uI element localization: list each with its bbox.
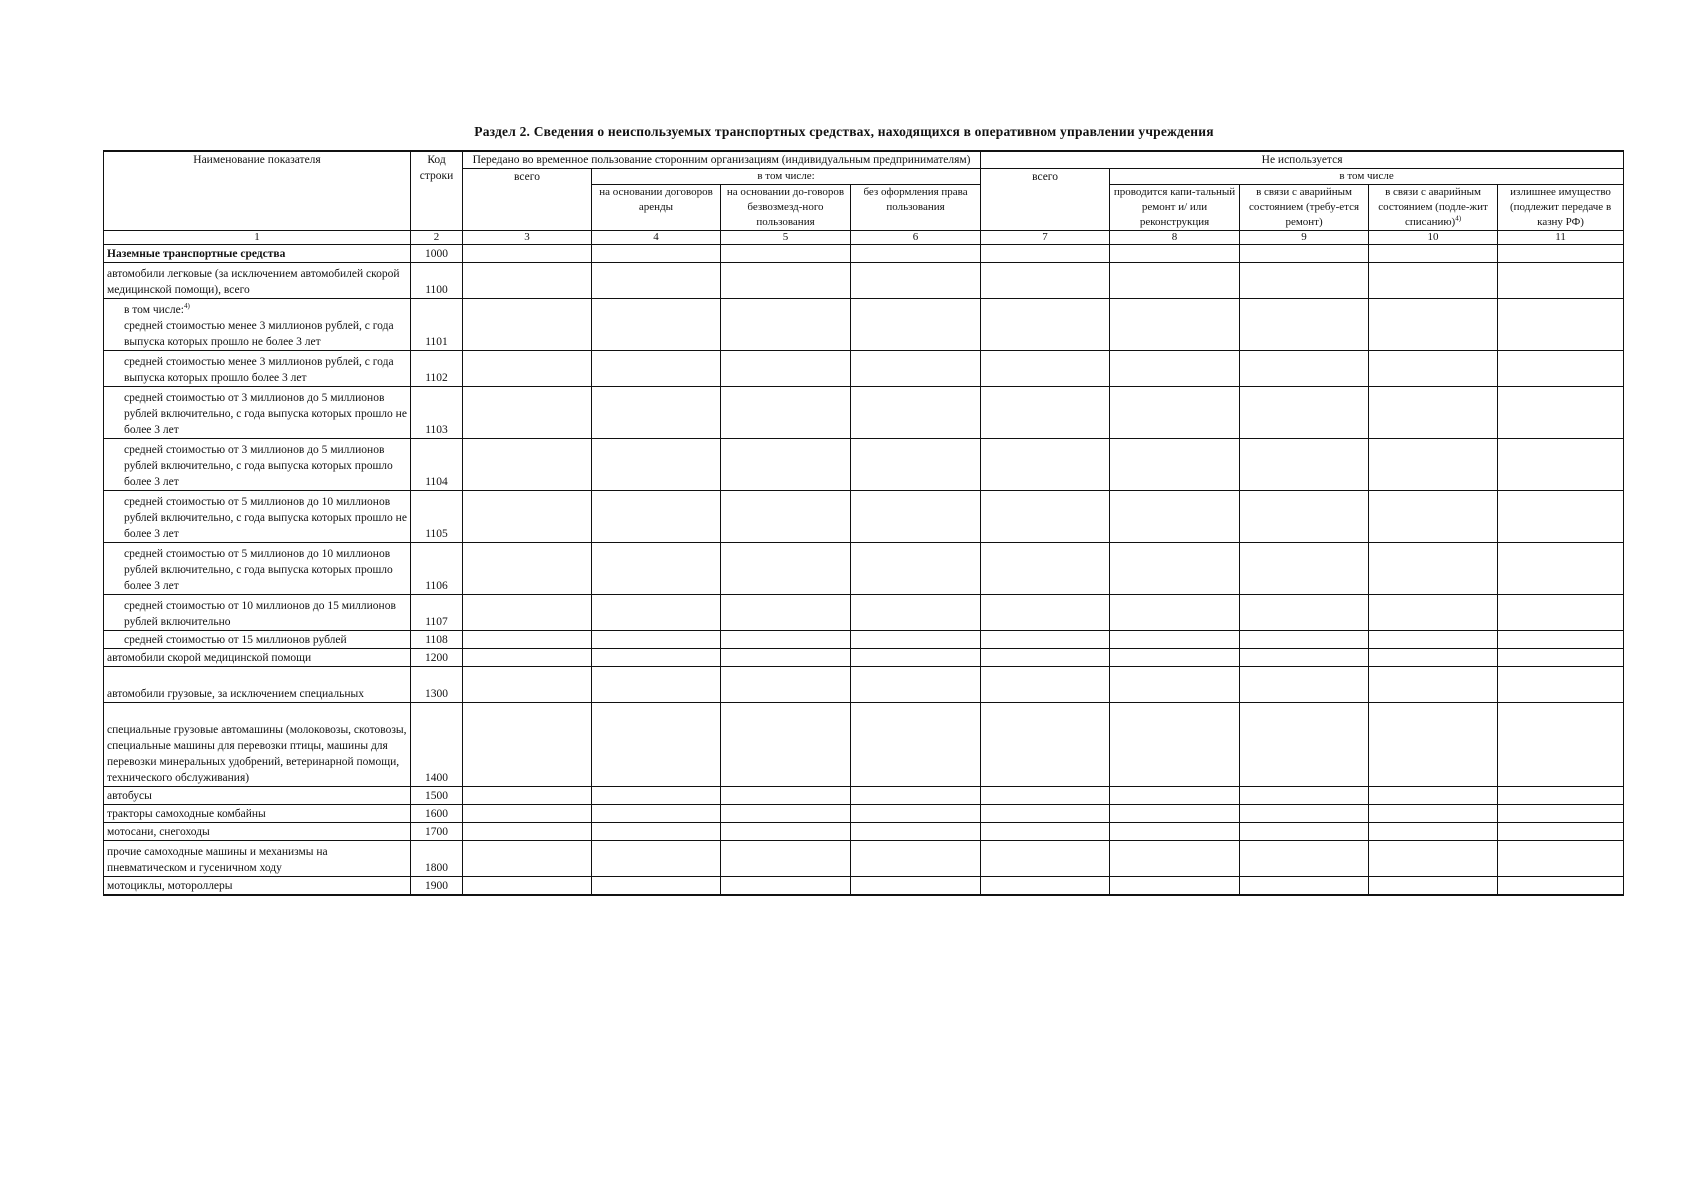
table-row	[104, 877, 1624, 895]
row-name	[104, 841, 411, 877]
value-cell[interactable]	[1498, 491, 1624, 543]
value-cell[interactable]	[1369, 841, 1498, 877]
value-cell[interactable]	[981, 263, 1110, 299]
table-row	[104, 649, 1624, 667]
value-cell[interactable]	[851, 805, 981, 823]
value-cell[interactable]	[1110, 805, 1240, 823]
row-name	[104, 491, 411, 543]
value-cell[interactable]	[1240, 787, 1369, 805]
header-surplus: излишнее имущество (подлежит передаче в казну РФ)	[1498, 185, 1624, 231]
value-cell[interactable]	[592, 703, 721, 787]
table-row	[104, 543, 1624, 595]
value-cell[interactable]	[1369, 299, 1498, 351]
value-cell[interactable]	[1110, 703, 1240, 787]
value-cell[interactable]	[1240, 299, 1369, 351]
value-cell[interactable]	[1240, 439, 1369, 491]
value-cell[interactable]	[721, 877, 851, 895]
value-cell[interactable]	[592, 787, 721, 805]
value-cell[interactable]	[981, 631, 1110, 649]
row-name	[104, 543, 411, 595]
value-cell[interactable]	[463, 595, 592, 631]
header-name: Наименование показателя	[104, 151, 411, 231]
value-cell[interactable]	[721, 351, 851, 387]
row-name	[104, 387, 411, 439]
table-row	[104, 299, 1624, 351]
value-cell[interactable]	[851, 703, 981, 787]
column-number: 4	[592, 231, 721, 245]
value-cell[interactable]	[463, 631, 592, 649]
value-cell[interactable]	[981, 841, 1110, 877]
column-number: 9	[1240, 231, 1369, 245]
value-cell[interactable]	[851, 387, 981, 439]
value-cell[interactable]	[1110, 263, 1240, 299]
value-cell[interactable]	[721, 299, 851, 351]
value-cell[interactable]	[463, 439, 592, 491]
value-cell[interactable]	[463, 491, 592, 543]
value-cell[interactable]	[851, 631, 981, 649]
value-cell[interactable]	[981, 543, 1110, 595]
row-name	[104, 823, 411, 841]
value-cell[interactable]	[721, 805, 851, 823]
row-name-text: тракторы самоходные комбайны	[107, 808, 266, 820]
table-row	[104, 823, 1624, 841]
table-row	[104, 351, 1624, 387]
value-cell[interactable]	[721, 263, 851, 299]
value-cell[interactable]	[1498, 805, 1624, 823]
row-name	[104, 703, 411, 787]
value-cell[interactable]	[463, 351, 592, 387]
value-cell[interactable]	[981, 387, 1110, 439]
value-cell[interactable]	[1110, 491, 1240, 543]
row-code: 1101	[411, 299, 463, 351]
value-cell[interactable]	[1498, 439, 1624, 491]
row-code: 1107	[411, 595, 463, 631]
value-cell[interactable]	[1240, 823, 1369, 841]
value-cell[interactable]	[463, 245, 592, 263]
value-cell[interactable]	[1110, 595, 1240, 631]
row-name-text: автомобили грузовые, за исключением специальных	[107, 688, 364, 700]
value-cell[interactable]	[1240, 387, 1369, 439]
row-code: 1400	[411, 703, 463, 787]
value-cell[interactable]	[592, 667, 721, 703]
header-emergency-writeoff-text: в связи с аварийным состоянием (подле-жит списанию)	[1378, 186, 1488, 228]
value-cell[interactable]	[1498, 649, 1624, 667]
value-cell[interactable]	[981, 667, 1110, 703]
value-cell[interactable]	[851, 877, 981, 895]
row-name	[104, 351, 411, 387]
value-cell[interactable]	[981, 439, 1110, 491]
row-name	[104, 805, 411, 823]
header-not-used-total: всего	[981, 169, 1110, 231]
value-cell[interactable]	[981, 299, 1110, 351]
row-name-text: средней стоимостью от 15 миллионов рублей	[124, 634, 347, 646]
value-cell[interactable]	[1110, 543, 1240, 595]
value-cell[interactable]	[981, 245, 1110, 263]
value-cell[interactable]	[721, 387, 851, 439]
header-transferred-total: всего	[463, 169, 592, 231]
transport-table	[103, 150, 1624, 896]
value-cell[interactable]	[1240, 841, 1369, 877]
value-cell[interactable]	[1240, 245, 1369, 263]
row-code: 1300	[411, 667, 463, 703]
row-name	[104, 263, 411, 299]
value-cell[interactable]	[1498, 387, 1624, 439]
value-cell[interactable]	[1240, 263, 1369, 299]
table-body	[104, 245, 1624, 895]
value-cell[interactable]	[1110, 841, 1240, 877]
value-cell[interactable]	[1240, 351, 1369, 387]
value-cell[interactable]	[1498, 595, 1624, 631]
row-code: 1500	[411, 787, 463, 805]
row-code: 1700	[411, 823, 463, 841]
row-name	[104, 245, 411, 263]
row-name-text: автомобили легковые (за исключением автомобилей скорой медицинской помощи), всего	[107, 268, 400, 296]
value-cell[interactable]	[1110, 877, 1240, 895]
value-cell[interactable]	[1110, 787, 1240, 805]
value-cell[interactable]	[592, 491, 721, 543]
column-number: 11	[1498, 231, 1624, 245]
value-cell[interactable]	[463, 543, 592, 595]
row-name-text: мотосани, снегоходы	[107, 826, 210, 838]
row-code: 1900	[411, 877, 463, 895]
value-cell[interactable]	[1498, 823, 1624, 841]
value-cell[interactable]	[1498, 245, 1624, 263]
row-code: 1103	[411, 387, 463, 439]
value-cell[interactable]	[592, 351, 721, 387]
value-cell[interactable]	[592, 595, 721, 631]
value-cell[interactable]	[1110, 387, 1240, 439]
value-cell[interactable]	[721, 491, 851, 543]
value-cell[interactable]	[1240, 877, 1369, 895]
value-cell[interactable]	[592, 805, 721, 823]
value-cell[interactable]	[981, 491, 1110, 543]
value-cell[interactable]	[1498, 667, 1624, 703]
value-cell[interactable]	[981, 805, 1110, 823]
value-cell[interactable]	[592, 823, 721, 841]
value-cell[interactable]	[851, 823, 981, 841]
value-cell[interactable]	[1369, 631, 1498, 649]
value-cell[interactable]	[1110, 631, 1240, 649]
value-cell[interactable]	[592, 245, 721, 263]
page-title: Раздел 2. Сведения о неиспользуемых транспортных средствах, находящихся в оперативном управлении учреждения	[474, 124, 1214, 139]
row-code: 1104	[411, 439, 463, 491]
footnote-mark: 4)	[183, 302, 190, 311]
row-code: 1800	[411, 841, 463, 877]
column-number: 1	[104, 231, 411, 245]
value-cell[interactable]	[851, 299, 981, 351]
row-name-text: средней стоимостью менее 3 миллионов рублей, с года выпуска которых прошло более 3 лет	[124, 356, 394, 384]
header-not-used: Не используется	[981, 151, 1624, 169]
row-name-text: мотоциклы, мотороллеры	[107, 879, 233, 892]
value-cell[interactable]	[463, 299, 592, 351]
footnote-mark: 4)	[1455, 214, 1462, 223]
row-name	[104, 299, 411, 351]
value-cell[interactable]	[592, 877, 721, 895]
row-name-text: автобусы	[107, 790, 152, 802]
column-number: 10	[1369, 231, 1498, 245]
value-cell[interactable]	[1240, 543, 1369, 595]
value-cell[interactable]	[463, 263, 592, 299]
column-number: 7	[981, 231, 1110, 245]
value-cell[interactable]	[981, 595, 1110, 631]
row-name-text: Наземные транспортные средства	[107, 248, 286, 260]
value-cell[interactable]	[1498, 351, 1624, 387]
value-cell[interactable]	[463, 703, 592, 787]
value-cell[interactable]	[1369, 649, 1498, 667]
header-emergency-repair: в связи с аварийным состоянием (требу-ется ремонт)	[1240, 185, 1369, 231]
value-cell[interactable]	[851, 263, 981, 299]
row-name	[104, 649, 411, 667]
header-free-use: на основании до-говоров безвозмезд-ного пользования	[721, 185, 851, 231]
value-cell[interactable]	[1240, 703, 1369, 787]
header-not-used-including: в том числе	[1110, 169, 1624, 185]
value-cell[interactable]	[592, 543, 721, 595]
value-cell[interactable]	[1369, 787, 1498, 805]
value-cell[interactable]	[851, 667, 981, 703]
value-cell[interactable]	[851, 439, 981, 491]
row-code: 1000	[411, 245, 463, 263]
value-cell[interactable]	[1110, 245, 1240, 263]
value-cell[interactable]	[1240, 667, 1369, 703]
column-number: 3	[463, 231, 592, 245]
row-code: 1106	[411, 543, 463, 595]
value-cell[interactable]	[721, 595, 851, 631]
value-cell[interactable]	[851, 245, 981, 263]
value-cell[interactable]	[592, 631, 721, 649]
table-row	[104, 595, 1624, 631]
value-cell[interactable]	[851, 351, 981, 387]
value-cell[interactable]	[1369, 351, 1498, 387]
row-name	[104, 631, 411, 649]
column-number: 6	[851, 231, 981, 245]
row-name	[104, 595, 411, 631]
value-cell[interactable]	[1498, 299, 1624, 351]
value-cell[interactable]	[851, 841, 981, 877]
row-name	[104, 667, 411, 703]
value-cell[interactable]	[463, 667, 592, 703]
table-row	[104, 263, 1624, 299]
row-name-text: средней стоимостью от 3 миллионов до 5 миллионов рублей включительно, с года выпуска которых прошло не более 3 лет	[124, 392, 407, 436]
header-no-right: без оформления права пользования	[851, 185, 981, 231]
value-cell[interactable]	[721, 245, 851, 263]
value-cell[interactable]	[1110, 667, 1240, 703]
value-cell[interactable]	[592, 263, 721, 299]
value-cell[interactable]	[1240, 805, 1369, 823]
row-name	[104, 787, 411, 805]
row-name-text: средней стоимостью от 10 миллионов до 15 миллионов рублей включительно	[124, 600, 396, 628]
value-cell[interactable]	[851, 491, 981, 543]
row-name-text: специальные грузовые автомашины (молоковозы, скотовозы, специальные машины для перевозки птицы, машины для перевозки минеральных удобрений, ветеринарной помощи, технического обслуживания)	[107, 724, 407, 784]
table-row	[104, 787, 1624, 805]
column-number-row	[104, 231, 1624, 245]
row-code: 1200	[411, 649, 463, 667]
value-cell[interactable]	[721, 649, 851, 667]
row-name	[104, 439, 411, 491]
table-row	[104, 667, 1624, 703]
value-cell[interactable]	[592, 841, 721, 877]
value-cell[interactable]	[1240, 649, 1369, 667]
value-cell[interactable]	[721, 841, 851, 877]
value-cell[interactable]	[1369, 823, 1498, 841]
header-rent: на основании договоров аренды	[592, 185, 721, 231]
header-emergency-writeoff	[1369, 185, 1498, 231]
value-cell[interactable]	[1110, 823, 1240, 841]
value-cell[interactable]	[851, 649, 981, 667]
value-cell[interactable]	[1240, 491, 1369, 543]
header-code: Код строки	[411, 151, 463, 231]
value-cell[interactable]	[981, 703, 1110, 787]
value-cell[interactable]	[851, 787, 981, 805]
value-cell[interactable]	[1498, 703, 1624, 787]
value-cell[interactable]	[463, 649, 592, 667]
row-code: 1108	[411, 631, 463, 649]
value-cell[interactable]	[851, 595, 981, 631]
value-cell[interactable]	[721, 823, 851, 841]
table-row	[104, 245, 1624, 263]
table-row	[104, 387, 1624, 439]
value-cell[interactable]	[1240, 595, 1369, 631]
value-cell[interactable]	[1369, 543, 1498, 595]
value-cell[interactable]	[1369, 387, 1498, 439]
value-cell[interactable]	[1369, 491, 1498, 543]
table-row	[104, 439, 1624, 491]
table-row	[104, 841, 1624, 877]
value-cell[interactable]	[1110, 439, 1240, 491]
table-row	[104, 805, 1624, 823]
value-cell[interactable]	[463, 805, 592, 823]
row-code: 1102	[411, 351, 463, 387]
row-name	[104, 877, 411, 895]
value-cell[interactable]	[1498, 263, 1624, 299]
value-cell[interactable]	[1369, 439, 1498, 491]
value-cell[interactable]	[1498, 543, 1624, 595]
value-cell[interactable]	[1240, 631, 1369, 649]
row-name-text: средней стоимостью менее 3 миллионов рублей, с года выпуска которых прошло не более 3 лет	[124, 320, 394, 348]
value-cell[interactable]	[1498, 631, 1624, 649]
row-code: 1100	[411, 263, 463, 299]
value-cell[interactable]	[592, 387, 721, 439]
value-cell[interactable]	[1369, 703, 1498, 787]
row-name-text: средней стоимостью от 5 миллионов до 10 миллионов рублей включительно, с года выпуска которых прошло более 3 лет	[124, 548, 393, 592]
value-cell[interactable]	[981, 787, 1110, 805]
header-transferred-including: в том числе:	[592, 169, 981, 185]
row-name-text: средней стоимостью от 3 миллионов до 5 миллионов рублей включительно, с года выпуска которых прошло более 3 лет	[124, 444, 393, 488]
value-cell[interactable]	[1369, 263, 1498, 299]
value-cell[interactable]	[1369, 667, 1498, 703]
value-cell[interactable]	[721, 631, 851, 649]
table-row	[104, 631, 1624, 649]
value-cell[interactable]	[1498, 877, 1624, 895]
row-name-text: средней стоимостью от 5 миллионов до 10 миллионов рублей включительно, с года выпуска которых прошло не более 3 лет	[124, 496, 407, 540]
value-cell[interactable]	[1369, 877, 1498, 895]
value-cell[interactable]	[463, 823, 592, 841]
column-number: 5	[721, 231, 851, 245]
value-cell[interactable]	[463, 841, 592, 877]
value-cell[interactable]	[1498, 787, 1624, 805]
value-cell[interactable]	[981, 649, 1110, 667]
row-name-text: автомобили скорой медицинской помощи	[107, 652, 312, 664]
row-name-prefix: в том числе:	[124, 304, 184, 316]
header-repair: проводится капи-тальный ремонт и/ или реконструкция	[1110, 185, 1240, 231]
table-row	[104, 703, 1624, 787]
value-cell[interactable]	[721, 667, 851, 703]
value-cell[interactable]	[592, 299, 721, 351]
value-cell[interactable]	[1110, 351, 1240, 387]
value-cell[interactable]	[463, 877, 592, 895]
row-code: 1600	[411, 805, 463, 823]
value-cell[interactable]	[1498, 841, 1624, 877]
value-cell[interactable]	[981, 877, 1110, 895]
value-cell[interactable]	[1110, 299, 1240, 351]
value-cell[interactable]	[1369, 805, 1498, 823]
row-name-text: прочие самоходные машины и механизмы на пневматическом и гусеничном ходу	[107, 846, 328, 874]
value-cell[interactable]	[1369, 595, 1498, 631]
column-number: 2	[411, 231, 463, 245]
value-cell[interactable]	[851, 543, 981, 595]
header-transferred: Передано во временное пользование сторонним организациям (индивидуальным предпринимателям)	[463, 151, 981, 169]
value-cell[interactable]	[463, 787, 592, 805]
value-cell[interactable]	[721, 543, 851, 595]
table-row	[104, 491, 1624, 543]
value-cell[interactable]	[1369, 245, 1498, 263]
value-cell[interactable]	[981, 351, 1110, 387]
value-cell[interactable]	[721, 787, 851, 805]
value-cell[interactable]	[463, 387, 592, 439]
value-cell[interactable]	[592, 649, 721, 667]
value-cell[interactable]	[592, 439, 721, 491]
value-cell[interactable]	[1110, 649, 1240, 667]
value-cell[interactable]	[721, 439, 851, 491]
value-cell[interactable]	[721, 703, 851, 787]
row-code: 1105	[411, 491, 463, 543]
value-cell[interactable]	[981, 823, 1110, 841]
column-number: 8	[1110, 231, 1240, 245]
